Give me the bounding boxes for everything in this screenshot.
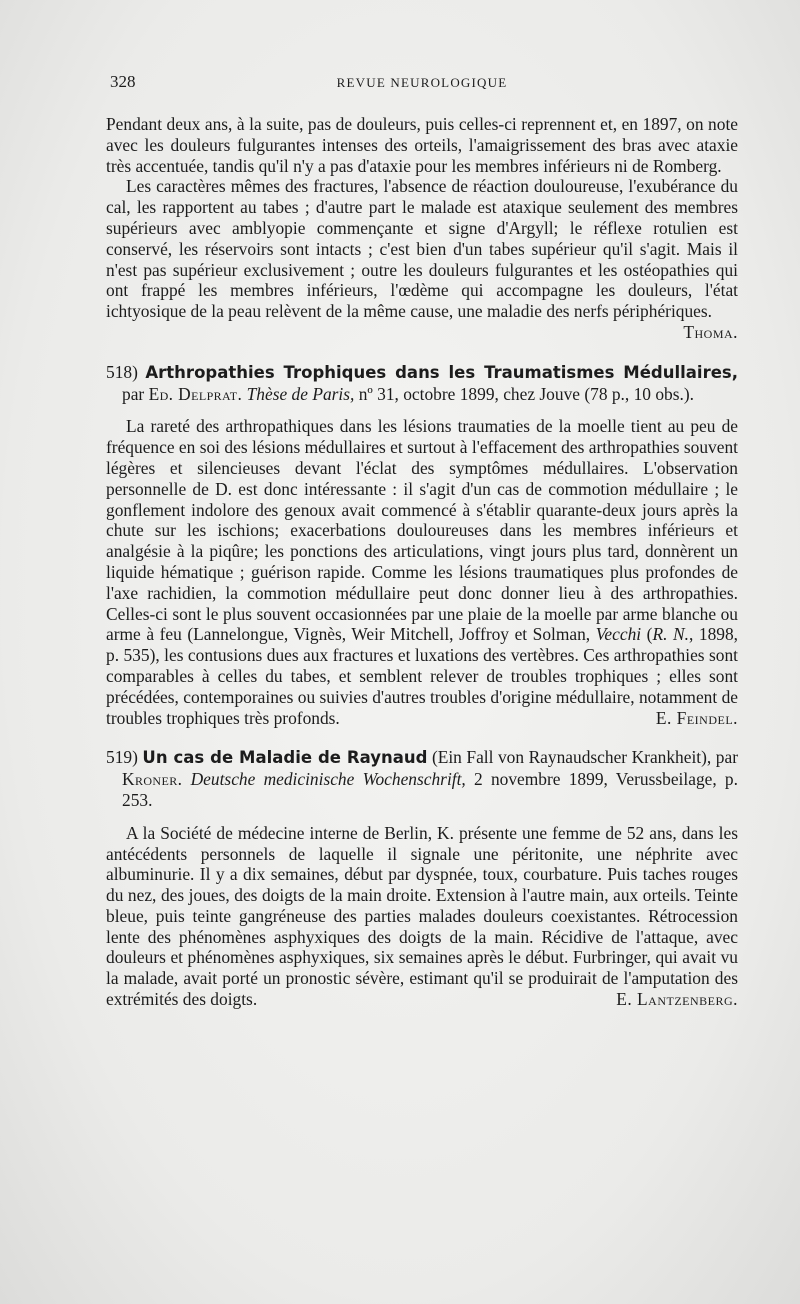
article-518-ref-journal: R. N.	[652, 624, 689, 645]
article-519	[106, 747, 738, 1010]
signature-thoma: Thoma.	[683, 321, 738, 342]
article-519-title: Un cas de Maladie de Raynaud	[142, 748, 428, 768]
article-519-body	[106, 823, 738, 1010]
article-518-body-rest: , 1898, p. 535), les contusions dues aux fractures et luxations des vertèbres. Ces arthropathies sont comparables à celles du tabes, et semblent relever de troubles trophiques ; elles sont précédées, contemporaines ou suivies d'autres troubles d'origine médullaire, notamment de troubles trophiques très profonds.	[106, 624, 739, 728]
article-518-ref-author: Vecchi	[595, 624, 642, 645]
article-518	[106, 362, 738, 729]
page-content	[106, 114, 738, 1010]
article-519-subtitle: (Ein Fall von Raynaudscher Krankheit), par	[431, 747, 738, 768]
article-518-body-text: La rareté des arthropathiques dans les lésions traumaties de la moelle tient au peu de fréquence en soi des lésions médullaires et surtout à l'effacement des arthropathies souvent légères et silencieuses devant l'éclat des symptômes médullaires. L'observation personnelle de D. est donc intéressante : il s'agit d'un cas de commotion médullaire ; le gonflement indolore des genoux avait commencé à s'établir quarante-deux jours après la chute sur les ischions; exacerbations douloureuses dans les membres inférieurs et analgésie à la piqûre; les ponctions des articulations, vingt jours plus tard, donnèrent un liquide hématique ; guérison rapide. Comme les lésions traumatiques plus profondes de l'axe rachidien, la commotion médullaire peut donc donner lieu à des arthropathies. Celles-ci sont le plus souvent occasionnées par une plaie de la moelle par arme blanche ou arme à feu (Lannelongue, Vignès, Weir Mitchell, Joffroy et Solman,	[106, 416, 738, 645]
article-518-ref-open: (	[641, 624, 653, 645]
article-518-par: par	[122, 383, 145, 404]
article-519-author: Kroner.	[122, 769, 183, 790]
signature-lantzenberg: E. Lantzenberg.	[616, 989, 738, 1010]
article-518-title: Arthropathies Trophiques dans les Traumatismes Médullaires,	[145, 362, 738, 382]
article-518-number: 518)	[106, 361, 138, 382]
article-518-source-details: nº 31, octobre 1899, chez Jouve (78 p., 10 obs.).	[358, 383, 694, 404]
article-519-number: 519)	[106, 747, 138, 768]
article-518-source: Thèse de Paris,	[246, 383, 355, 404]
article-518-author: Ed. Delprat.	[148, 383, 243, 404]
article-518-body	[106, 416, 738, 728]
page-number: 328	[110, 72, 136, 91]
article-519-body-text: A la Société de médecine interne de Berlin, K. présente une femme de 52 ans, dans les antécédents personnels de laquelle il signale une péritonite, une néphrite avec albuminurie. Il y a dix semaines, début par dyspnée, toux, courbature. Puis taches rouges du nez, des joues, des doigts de la main droite. Extension à l'autre main, aux orteils. Teinte bleue, puis teinte gangréneuse des parties malades douleurs coexistantes. Rétrocession lente des phénomènes asphyxiques des doigts de la main. Récidive de l'attaque, avec douleurs et phénomènes asphyxiques, six semaines après le début. Furbringer, qui avait vu la malade, avait porté un pronostic sévère, estimant qu'il se produirait de l'amputation des extrémités des doigts.	[106, 822, 738, 1010]
article-519-source-details: 2 novembre 1899, Verussbeilage, p. 253.	[122, 769, 738, 810]
intro-paragraph-2-text: Les caractères mêmes des fractures, l'absence de réaction douloureuse, l'exubérance du cal, les rapportent au tabes ; d'autre part le malade est ataxique seulement des membres supérieurs avec amblyopie commençante et signe d'Argyll; le réflexe rotulien est conservé, les réservoirs sont intacts ; c'est bien d'un tabes supérieur qu'il s'agit. Mais il n'est pas supérieur exclusivement ; outre les douleurs fulgurantes et les ostéopathies qui ont frappé les membres inférieurs, l'œdème qui accompagne les douleurs, l'état ichtyosique de la peau relèvent de la même cause, une maladie des nerfs périphériques.	[106, 176, 738, 322]
intro-paragraph-2	[106, 176, 738, 342]
article-519-heading	[106, 747, 738, 810]
running-header	[107, 72, 737, 96]
journal-title: REVUE NEUROLOGIQUE	[336, 75, 508, 90]
intro-paragraph-1: Pendant deux ans, à la suite, pas de douleurs, puis celles-ci reprennent et, en 1897, on note avec les douleurs fulgurantes intenses des orteils, l'amaigrissement des bras avec ataxie très accentuée, tandis qu'il n'y a pas d'ataxie pour les membres inférieurs ni de Romberg.	[106, 114, 738, 176]
article-518-heading	[106, 362, 738, 405]
article-519-source: Deutsche medicinische Wochenschrift,	[190, 769, 466, 790]
signature-feindel: E. Feindel.	[655, 707, 738, 728]
